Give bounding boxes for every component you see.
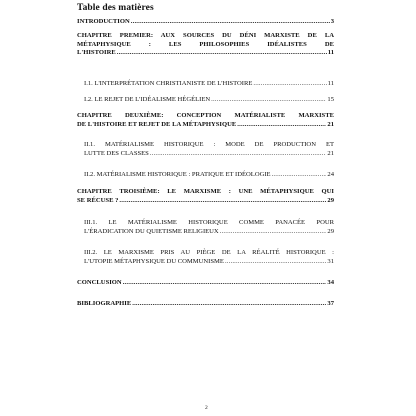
toc-entry-label-line1: III.1. LE MATÉRIALISME HISTORIQUE COMME PANACÉE POUR bbox=[84, 219, 334, 226]
toc-page-number: 29 bbox=[327, 196, 334, 204]
toc-entry-conclusion[interactable] bbox=[77, 279, 334, 288]
toc-entry-chapter-3[interactable] bbox=[77, 188, 334, 205]
toc-entry-label: INTRODUCTION bbox=[77, 18, 130, 25]
dot-leader bbox=[131, 18, 330, 27]
toc-entry-label-line1: CHAPITRE TROISIÈME: LE MARXISME : UNE MÉTAPHYSIQUE QUI bbox=[77, 188, 334, 195]
toc-entry-label: BIBLIOGRAPHIE bbox=[77, 300, 132, 307]
toc-entry-label-line2: LUTTE DES CLASSES bbox=[84, 149, 149, 157]
toc-entry-chapter-1[interactable] bbox=[77, 32, 334, 58]
toc-title: Table des matières bbox=[77, 3, 154, 13]
dot-leader bbox=[150, 150, 327, 159]
dot-leader bbox=[117, 49, 327, 58]
dot-leader bbox=[272, 171, 327, 180]
toc-page-number: 3 bbox=[330, 18, 334, 25]
dot-leader bbox=[220, 228, 327, 237]
toc-page-number: 31 bbox=[327, 257, 334, 265]
toc-entry-label: I.1. L'INTERPRÉTATION CHRISTIANISTE DE L'HISTOIRE bbox=[84, 80, 253, 87]
toc-entry-chapter-2[interactable] bbox=[77, 112, 334, 129]
toc-page-number: 21 bbox=[327, 120, 334, 128]
dot-leader bbox=[253, 80, 326, 89]
dot-leader bbox=[119, 197, 326, 206]
toc-page-number: 15 bbox=[327, 96, 334, 103]
toc-page-number: 21 bbox=[327, 149, 334, 157]
toc-entry-label: CONCLUSION bbox=[77, 279, 122, 286]
toc-entry-label-line2: L'UTOPIE MÉTAPHYSIQUE DU COMMUNISME bbox=[84, 257, 224, 265]
toc-entry-section-2-2[interactable] bbox=[84, 171, 334, 180]
toc-entry-section-1-2[interactable] bbox=[84, 96, 334, 105]
dot-leader bbox=[123, 279, 327, 288]
toc-entry-section-1-1[interactable] bbox=[84, 80, 334, 89]
toc-entry-section-3-1[interactable] bbox=[84, 219, 334, 236]
toc-entry-label-line1: CHAPITRE DEUXIÈME: CONCEPTION MATÉRIALISTE MARXISTE bbox=[77, 112, 334, 119]
toc-page-number: 11 bbox=[327, 80, 334, 87]
dot-leader bbox=[225, 258, 326, 267]
toc-entry-label-line2: MÉTAPHYSIQUE : LES PHILOSOPHIES IDÉALISTES DE bbox=[77, 40, 334, 48]
toc-page-number: 11 bbox=[327, 49, 334, 56]
toc-page-number: 24 bbox=[327, 171, 334, 178]
toc-entry-label-line1: III.2. LE MARXISME PRIS AU PIÈGE DE LA RÉALITÉ HISTORIQUE : bbox=[84, 249, 334, 256]
toc-page-number: 34 bbox=[327, 279, 334, 286]
toc-entry-label-line3: L'HISTOIRE bbox=[77, 49, 116, 56]
dot-leader bbox=[132, 300, 326, 309]
dot-leader bbox=[211, 96, 326, 105]
toc-entry-label: II.2. MATÉRIALISME HISTORIQUE : PRATIQUE ET IDÉOLOGIE bbox=[84, 171, 271, 178]
toc-page-number: 29 bbox=[327, 227, 334, 235]
toc-entry-label: I.2. LE REJET DE L'IDÉALISME HÉGÉLIEN bbox=[84, 96, 211, 103]
toc-entry-label-line2: SE RÉCUSE ? bbox=[77, 196, 119, 204]
toc-entry-label-line1: II.1. MATÉRIALISME HISTORIQUE : MODE DE PRODUCTION ET bbox=[84, 141, 334, 148]
toc-entry-section-2-1[interactable] bbox=[84, 141, 334, 158]
toc-entry-bibliographie[interactable] bbox=[77, 300, 334, 309]
page-number-footer: 2 bbox=[205, 405, 208, 411]
toc-entry-label-line1: CHAPITRE PREMIER: AUX SOURCES DU DÉNI MARXISTE DE LA bbox=[77, 32, 334, 39]
dot-leader bbox=[237, 121, 326, 130]
toc-entry-introduction[interactable] bbox=[77, 18, 334, 27]
toc-entry-section-3-2[interactable] bbox=[84, 249, 334, 266]
toc-entry-label-line2: DE L'HISTOIRE ET REJET DE LA MÉTAPHYSIQUE bbox=[77, 120, 237, 128]
toc-entry-label-line2: L'ÉRADICATION DU QUIETISME RELIGIEUX bbox=[84, 227, 219, 235]
toc-page-number: 37 bbox=[327, 300, 334, 307]
